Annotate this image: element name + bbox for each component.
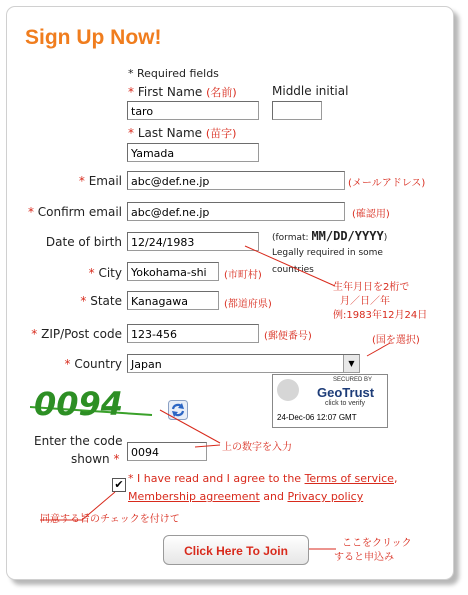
required-fields-note: * Required fields xyxy=(128,67,219,80)
dob-note-2: 月／日／年 xyxy=(340,296,390,307)
geotrust-brand: GeoTrust xyxy=(317,385,375,400)
agree-and: and xyxy=(263,490,284,503)
membership-link[interactable]: Membership agreement xyxy=(128,490,260,503)
zip-input[interactable]: 123-456 xyxy=(127,324,259,343)
dob-format-value: MM/DD/YYYY xyxy=(311,229,384,243)
state-label-text: State xyxy=(90,294,122,308)
country-label-text: Country xyxy=(74,357,122,371)
required-asterisk: * xyxy=(80,294,87,308)
captcha-text: 0094 xyxy=(34,385,124,421)
city-note: (市町村) xyxy=(224,270,262,281)
required-asterisk: * xyxy=(128,472,134,485)
last-name-note: (苗字) xyxy=(205,127,237,140)
captcha-note: 上の数字を入力 xyxy=(222,442,292,453)
country-note: (国を選択) xyxy=(372,335,420,346)
captcha-input[interactable]: 0094 xyxy=(127,442,207,461)
country-select-value: Japan xyxy=(131,358,162,371)
last-name-input[interactable]: Yamada xyxy=(127,143,259,162)
required-asterisk: * xyxy=(113,452,120,466)
middle-initial-label: Middle initial xyxy=(272,84,349,98)
state-input[interactable]: Kanagawa xyxy=(127,291,219,310)
geotrust-date: 24-Dec-06 12:07 GMT xyxy=(277,413,357,422)
confirm-email-input[interactable]: abc@def.ne.jp xyxy=(127,202,345,221)
email-input[interactable]: abc@def.ne.jp xyxy=(127,171,345,190)
state-note: (都道府県) xyxy=(224,299,272,310)
dob-note-1: 生年月日を2桁で xyxy=(333,282,410,293)
dob-input[interactable]: 12/24/1983 xyxy=(127,232,259,251)
required-asterisk: * xyxy=(128,85,134,99)
dob-label: Date of birth xyxy=(45,235,122,249)
agree-note: 同意する旨のチェックを付けて xyxy=(40,514,180,525)
required-asterisk: * xyxy=(64,357,71,371)
required-asterisk: * xyxy=(31,327,38,341)
agree-comma: , xyxy=(393,472,398,485)
city-input[interactable]: Yokohama-shi xyxy=(127,262,219,281)
agree-checkbox[interactable]: ✔ xyxy=(112,478,126,492)
zip-label-text: ZIP/Post code xyxy=(41,327,122,341)
geotrust-verify: click to verify xyxy=(325,400,366,407)
city-label-text: City xyxy=(98,266,122,280)
privacy-link[interactable]: Privacy policy xyxy=(287,490,364,503)
captcha-label-shown: shown xyxy=(71,452,110,466)
required-asterisk: * xyxy=(78,174,85,188)
last-name-label-text: Last Name xyxy=(137,126,203,140)
geotrust-secured-by: SECURED BY xyxy=(333,377,373,383)
legal-note: Legally required in some xyxy=(272,248,383,258)
dob-format-suffix: ) xyxy=(383,233,388,243)
dob-note-3: 例:1983年12月24日 xyxy=(333,310,428,321)
zip-note: (郵便番号) xyxy=(264,331,312,342)
chevron-down-icon[interactable]: ▼ xyxy=(343,355,359,372)
page-title: Sign Up Now! xyxy=(25,26,162,49)
agree-text: I have read and I agree to the xyxy=(137,472,302,485)
required-asterisk: * xyxy=(88,266,95,280)
join-note-1: ここをクリック xyxy=(342,538,412,549)
required-asterisk: * xyxy=(128,126,134,140)
first-name-note: (名前) xyxy=(206,86,237,99)
confirm-email-note: (確認用) xyxy=(352,209,390,220)
email-label-text: Email xyxy=(88,174,122,188)
legal-note-countries: countries xyxy=(272,265,314,275)
first-name-input[interactable]: taro xyxy=(127,101,259,120)
email-note: (メールアドレス) xyxy=(348,178,426,189)
terms-link[interactable]: Terms of service xyxy=(304,472,394,485)
captcha-label-line1: Enter the code xyxy=(34,434,123,448)
confirm-email-label-text: Confirm email xyxy=(37,205,122,219)
join-note-2: すると申込み xyxy=(334,552,394,563)
required-asterisk: * xyxy=(27,205,34,219)
dob-format-prefix: (format: xyxy=(272,233,312,243)
join-button[interactable]: Click Here To Join xyxy=(163,535,309,565)
first-name-label-text: First Name xyxy=(137,85,203,99)
